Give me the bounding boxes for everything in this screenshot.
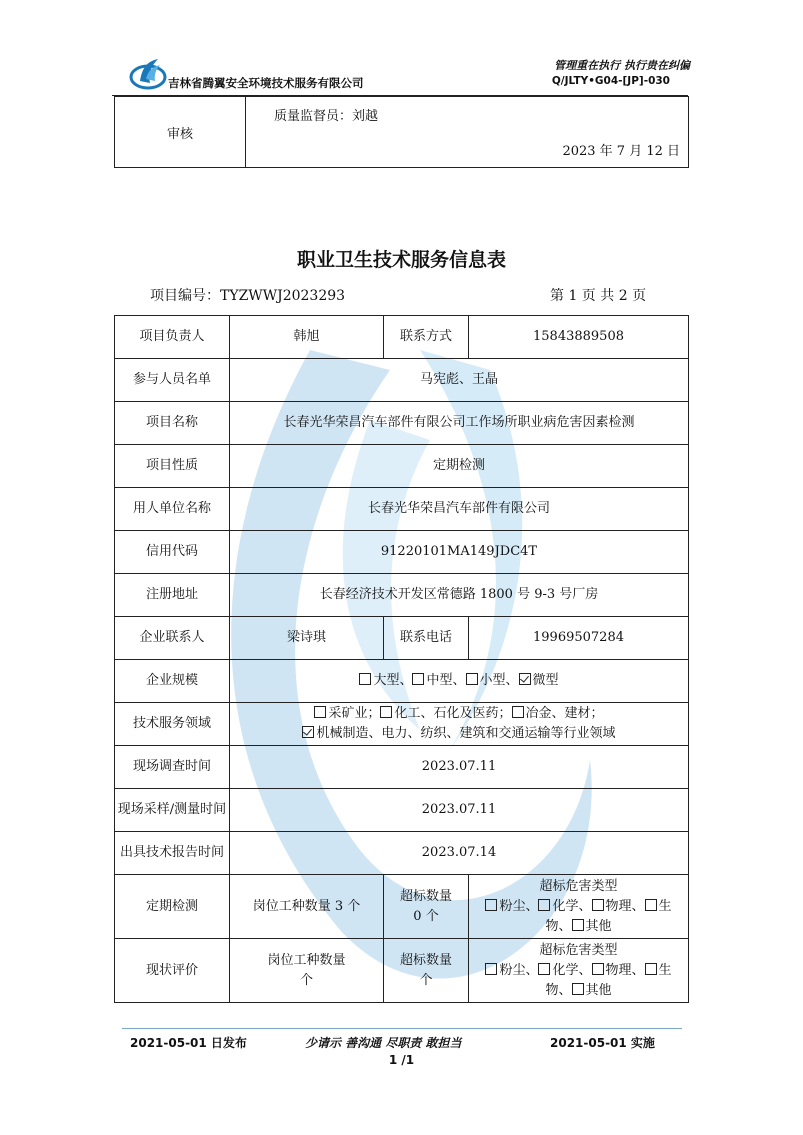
contact-method-value: 15843889508 [469, 316, 689, 359]
domain-metallurgy: 冶金、建材； [525, 706, 604, 721]
status-eval-positions: 岗位工种数量 个 [230, 939, 384, 1003]
checkbox-icon[interactable] [572, 983, 584, 995]
checkbox-icon[interactable] [485, 963, 497, 975]
employer-name-value: 长春光华荣昌汽车部件有限公司 [230, 488, 689, 531]
checkbox-icon[interactable] [572, 919, 584, 931]
project-nature-label: 项目性质 [115, 445, 230, 488]
checkbox-icon[interactable] [645, 963, 657, 975]
quality-inspector: 质量监督员：刘越 [274, 109, 379, 124]
survey-time-value: 2023.07.11 [230, 746, 689, 789]
reg-address-label: 注册地址 [115, 574, 230, 617]
credit-code-value: 91220101MA149JDC4T [230, 531, 689, 574]
checkbox-icon[interactable] [302, 726, 314, 738]
footer-page-number: 1 /1 [388, 1053, 415, 1067]
scale-option-medium[interactable]: 中型、 [412, 673, 465, 688]
service-domain-label: 技术服务领域 [115, 703, 230, 746]
footer-issue-date: 2021-05-01 日发布 [130, 1036, 247, 1050]
page-info: 第 1 页 共 2 页 [550, 288, 647, 304]
project-leader-value: 韩旭 [230, 316, 384, 359]
survey-time-label: 现场调查时间 [115, 746, 230, 789]
checkbox-icon[interactable] [592, 899, 604, 911]
header-motto: 管理重在执行 执行贵在纠偏 [554, 59, 690, 72]
page-title: 职业卫生技术服务信息表 [296, 249, 506, 271]
scale-label: 企业规模 [115, 660, 230, 703]
review-content [246, 97, 689, 168]
status-eval-exceed: 超标数量 个 [384, 939, 469, 1003]
status-eval-hazards: 超标危害类型 粉尘、 化学、 物理、 生 物、 其他 [469, 939, 689, 1003]
checkbox-icon[interactable] [466, 673, 478, 685]
sampling-time-label: 现场采样/测量时间 [115, 789, 230, 832]
checkbox-icon[interactable] [512, 706, 524, 718]
sampling-time-value: 2023.07.11 [230, 789, 689, 832]
status-eval-label: 现状评价 [115, 939, 230, 1003]
company-contact-value: 梁诗琪 [230, 617, 384, 660]
checkbox-icon[interactable] [412, 673, 424, 685]
periodic-exceed: 超标数量 0 个 [384, 875, 469, 939]
checkbox-icon[interactable] [592, 963, 604, 975]
periodic-positions: 岗位工种数量 3 个 [230, 875, 384, 939]
contact-method-label: 联系方式 [384, 316, 469, 359]
header-company-name: 吉林省腾翼安全环境技术服务有限公司 [168, 76, 364, 90]
checkbox-icon[interactable] [538, 899, 550, 911]
credit-code-label: 信用代码 [115, 531, 230, 574]
domain-machinery: 机械制造、电力、纺织、建筑和交通运输等行业领域 [316, 726, 616, 741]
checkbox-icon[interactable] [519, 673, 531, 685]
info-table [114, 315, 689, 1003]
scale-option-small[interactable]: 小型、 [466, 673, 519, 688]
footer-divider [122, 1028, 682, 1029]
scale-option-large[interactable]: 大型、 [359, 673, 412, 688]
review-table [114, 96, 689, 168]
report-time-value: 2023.07.14 [230, 832, 689, 875]
footer-slogan: 少请示 善沟通 尽职责 敢担当 [305, 1036, 462, 1050]
service-domain-options [230, 703, 689, 746]
scale-options [230, 660, 689, 703]
project-name-label: 项目名称 [115, 402, 230, 445]
participants-value: 马宪彪、王晶 [230, 359, 689, 402]
footer-implement-date: 2021-05-01 实施 [550, 1036, 655, 1050]
employer-name-label: 用人单位名称 [115, 488, 230, 531]
company-logo-icon [128, 57, 168, 91]
contact-phone-value: 19969507284 [469, 617, 689, 660]
checkbox-icon[interactable] [359, 673, 371, 685]
periodic-label: 定期检测 [115, 875, 230, 939]
project-nature-value: 定期检测 [230, 445, 689, 488]
contact-phone-label: 联系电话 [384, 617, 469, 660]
checkbox-icon[interactable] [314, 706, 326, 718]
header-doc-code: Q/JLTY•G04-[JP]-030 [551, 75, 670, 87]
project-leader-label: 项目负责人 [115, 316, 230, 359]
report-time-label: 出具技术报告时间 [115, 832, 230, 875]
review-date: 2023 年 7 月 12 日 [562, 144, 680, 159]
domain-mining: 采矿业； [328, 706, 381, 721]
periodic-hazards: 超标危害类型 粉尘、 化学、 物理、 生 物、 其他 [469, 875, 689, 939]
project-number: 项目编号：TYZWWJ2023293 [150, 288, 346, 304]
domain-chemical: 化工、石化及医药； [394, 706, 512, 721]
checkbox-icon[interactable] [485, 899, 497, 911]
company-contact-label: 企业联系人 [115, 617, 230, 660]
checkbox-icon[interactable] [380, 706, 392, 718]
review-label: 审核 [115, 97, 246, 168]
checkbox-icon[interactable] [538, 963, 550, 975]
checkbox-icon[interactable] [645, 899, 657, 911]
project-name-value: 长春光华荣昌汽车部件有限公司工作场所职业病危害因素检测 [230, 402, 689, 445]
scale-option-micro[interactable]: 微型 [519, 673, 559, 688]
reg-address-value: 长春经济技术开发区常德路 1800 号 9-3 号厂房 [230, 574, 689, 617]
participants-label: 参与人员名单 [115, 359, 230, 402]
